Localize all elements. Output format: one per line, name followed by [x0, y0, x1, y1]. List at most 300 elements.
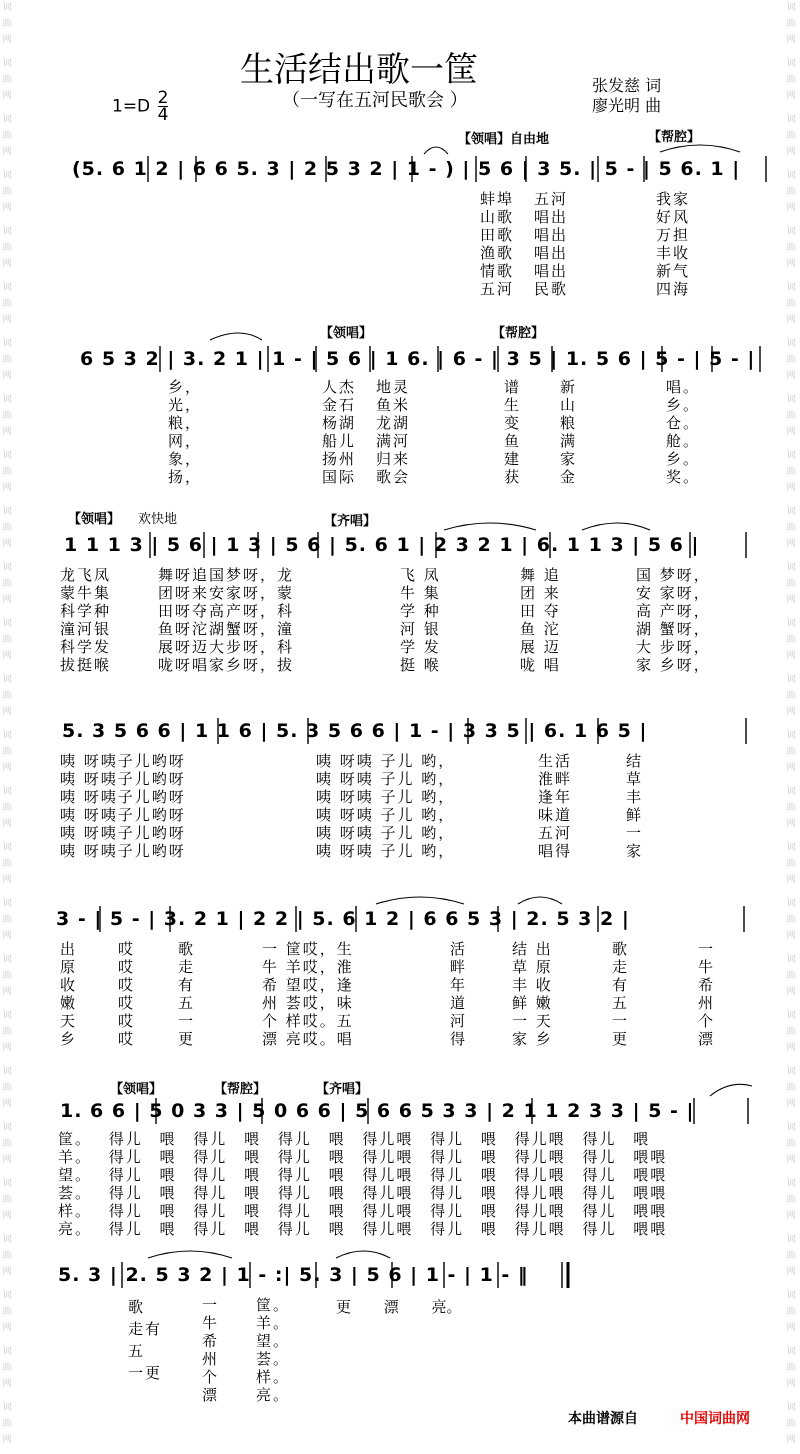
lyric-line: 漂 — [202, 1386, 220, 1404]
lyric-line: 蚌埠 — [480, 190, 515, 208]
watermark-glyph: 曲 — [2, 747, 12, 757]
watermark-glyph: 曲 — [2, 1083, 12, 1093]
lyric-line: 潼河银 — [60, 620, 112, 638]
watermark-glyph: 网 — [2, 1155, 12, 1165]
watermark-glyph: 曲 — [2, 243, 12, 253]
lyric-line: 一 筐哎，生 — [262, 940, 354, 958]
watermark-glyph: 曲 — [786, 803, 796, 813]
watermark-glyph: 曲 — [786, 971, 796, 981]
lyric-line: 舱。 — [666, 432, 701, 450]
lyric-line: 五河 — [480, 280, 515, 298]
notes-line-3: 1 1 1 3 | 5 6 | 1 3 | 5 6 | 5. 6 1 | 2 3 2 1 | 6. 1 1 3 | 5 6 | — [64, 534, 700, 556]
watermark-glyph: 曲 — [786, 1083, 796, 1093]
watermark-glyph: 词 — [2, 395, 12, 405]
watermark-glyph: 词 — [2, 1347, 12, 1357]
lyric-line: 年 — [450, 976, 468, 994]
label-lead-3: 【领唱】 — [68, 512, 121, 527]
lyric-line: 大 步呀， — [636, 638, 711, 656]
lyric-line: 挺 喉 — [400, 656, 441, 674]
lyric-line: 咦 呀咦 子儿 哟， — [316, 788, 456, 806]
lyric-line: 丰收 — [656, 244, 691, 262]
watermark-glyph: 网 — [786, 763, 796, 773]
watermark-glyph: 词 — [2, 619, 12, 629]
lyric-line: 天 — [60, 1012, 78, 1030]
lyrics-s7-d: 更 漂 亮。 — [336, 1298, 462, 1316]
lyric-line: 国 梦呀， — [636, 566, 711, 584]
watermark-glyph: 网 — [2, 1099, 12, 1109]
lyric-line: 龙湖 — [376, 414, 411, 432]
watermark-glyph: 网 — [2, 1379, 12, 1389]
watermark-glyph: 词 — [786, 899, 796, 909]
lyrics-s1-a — [480, 190, 514, 298]
lyric-line: 活 — [450, 940, 468, 958]
watermark-glyph: 网 — [2, 819, 12, 829]
lyrics-s2-a — [168, 378, 202, 486]
lyric-line: 鱼呀沱湖蟹呀，潼 — [158, 620, 295, 638]
lyrics-s3-a — [60, 566, 111, 674]
lyric-line: 安 家呀， — [636, 584, 711, 602]
lyric-line: 歌 — [178, 940, 196, 958]
lyric-line: 丰 — [626, 788, 644, 806]
label-lead-2: 【领唱】 — [320, 326, 373, 341]
watermark-glyph: 词 — [786, 675, 796, 685]
watermark-glyph: 网 — [786, 1323, 796, 1333]
lyric-line: 咦 呀咦子儿哟呀 — [60, 806, 186, 824]
lyric-line: 高 产呀， — [636, 602, 711, 620]
lyric-line: 个 — [698, 1012, 716, 1030]
watermark-glyph: 曲 — [2, 411, 12, 421]
lyric-line: 嫩 — [60, 994, 78, 1012]
watermark-glyph: 词 — [2, 843, 12, 853]
watermark-glyph: 曲 — [2, 75, 12, 85]
lyric-line: 唱得 — [538, 842, 573, 860]
lyric-line: 州 — [698, 994, 716, 1012]
lyric-line: 建 — [504, 450, 522, 468]
lyric-line: 希 望哎，逢 — [262, 976, 354, 994]
tempo-mark: 欢快地 — [138, 512, 178, 527]
label-tutti-6: 【齐唱】 — [316, 1082, 369, 1097]
time-sig-bottom: 4 — [157, 105, 169, 125]
lyric-line: 咦 呀咦 子儿 哟， — [316, 806, 456, 824]
lyric-line: 田 夺 — [520, 602, 561, 620]
watermark-glyph: 曲 — [786, 747, 796, 757]
lyric-line: 唱出 — [534, 244, 569, 262]
watermark-glyph: 曲 — [2, 1195, 12, 1205]
watermark-glyph: 曲 — [786, 1419, 796, 1429]
lyric-line: 有 — [612, 976, 630, 994]
watermark-glyph: 曲 — [2, 579, 12, 589]
lyric-line: 拔挺喉 — [60, 656, 112, 674]
notes-line-2: 6 5 3 2 | 3. 2 1 | 1 - | 5 6 | 1 6. | 6 - | 3 5 | 1. 5 6 | 5 - | 5 - | — [80, 348, 756, 370]
lyrics-s4-c — [538, 752, 572, 860]
lyric-line: 味道 — [538, 806, 573, 824]
lyric-line: 飞 凤 — [400, 566, 441, 584]
lyrics-s3-c — [400, 566, 441, 674]
watermark-glyph: 词 — [786, 731, 796, 741]
lyric-line: 漂 亮哎。唱 — [262, 1030, 354, 1048]
watermark-glyph: 曲 — [2, 1363, 12, 1373]
lyrics-s1-b — [534, 190, 568, 298]
lyric-line: 样。 得儿 喂 得儿 喂 得儿 喂 得儿喂 得儿 喂 得儿喂 得儿 喂喂 — [58, 1202, 668, 1220]
lyric-line: 情歌 — [480, 262, 515, 280]
lyric-line: 结 — [626, 752, 644, 770]
watermark-glyph: 网 — [2, 91, 12, 101]
lyric-line: 筐。 — [256, 1296, 291, 1314]
watermark-glyph: 词 — [786, 1235, 796, 1245]
lyric-line: 科学种 — [60, 602, 112, 620]
lyrics-s5-e — [450, 940, 467, 1048]
lyric-line: 唱出 — [534, 262, 569, 280]
watermark-glyph: 网 — [786, 1211, 796, 1221]
watermark-glyph: 曲 — [786, 1027, 796, 1037]
lyric-line: 个 样哎。五 — [262, 1012, 354, 1030]
watermark-glyph: 词 — [786, 1347, 796, 1357]
watermark-glyph: 词 — [2, 3, 12, 13]
notes-line-5: 3 - | 5 - | 3. 2 1 | 2 2 | 5. 6 1 2 | 6 6 5 3 | 2. 5 3 2 | — [56, 908, 630, 930]
lyric-line: 五 — [612, 994, 630, 1012]
site-link[interactable]: 中国词曲网 — [680, 1411, 750, 1427]
watermark-glyph: 词 — [786, 59, 796, 69]
lyric-line: 个 — [202, 1368, 220, 1386]
lyric-line: 家 乡呀， — [636, 656, 711, 674]
lyric-line: 哎 — [118, 976, 136, 994]
key-label: 1=D — [112, 96, 151, 117]
lyrics-s2-c — [376, 378, 410, 486]
lyric-line: 变 — [504, 414, 522, 432]
watermark-glyph: 网 — [2, 651, 12, 661]
watermark-glyph: 曲 — [2, 1251, 12, 1261]
watermark-glyph: 网 — [786, 819, 796, 829]
lyricist: 张发慈 词 — [592, 76, 662, 95]
watermark-glyph: 词 — [786, 955, 796, 965]
watermark-glyph: 网 — [786, 315, 796, 325]
watermark-glyph: 词 — [786, 3, 796, 13]
watermark-glyph: 词 — [786, 1011, 796, 1021]
lyric-line: 原 — [60, 958, 78, 976]
lyric-line: 州 — [202, 1350, 220, 1368]
lyric-line: 乡， — [168, 378, 203, 396]
watermark-glyph: 词 — [786, 507, 796, 517]
watermark-glyph: 曲 — [786, 859, 796, 869]
watermark-glyph: 曲 — [2, 131, 12, 141]
watermark-glyph: 曲 — [2, 299, 12, 309]
lyric-line: 乡。 — [666, 396, 701, 414]
lyric-line: 扬， — [168, 468, 203, 486]
lyric-line: 唱。 — [666, 378, 701, 396]
lyric-line: 歌会 — [376, 468, 411, 486]
lyric-line: 歌 — [128, 1298, 146, 1316]
watermark-glyph: 网 — [2, 147, 12, 157]
watermark-glyph: 网 — [786, 539, 796, 549]
watermark-glyph: 曲 — [2, 467, 12, 477]
lyric-line: 象， — [168, 450, 203, 468]
lyric-line: 一 — [178, 1012, 196, 1030]
lyric-line: 山 — [560, 396, 578, 414]
lyric-line: 家 — [626, 842, 644, 860]
lyric-line: 金石 — [322, 396, 357, 414]
lyric-line: 丰 收 — [512, 976, 553, 994]
lyric-line: 满 — [560, 432, 578, 450]
lyric-line: 咦 呀咦子儿哟呀 — [60, 770, 186, 788]
watermark-glyph: 网 — [2, 1323, 12, 1333]
watermark-glyph: 词 — [2, 1403, 12, 1413]
watermark-glyph: 曲 — [2, 803, 12, 813]
composer: 廖光明 曲 — [592, 96, 662, 115]
lyric-line: 歌 — [612, 940, 630, 958]
watermark-glyph: 曲 — [786, 467, 796, 477]
lyric-line: 荟。 — [256, 1350, 291, 1368]
lyric-line: 州 荟哎，味 — [262, 994, 354, 1012]
lyric-line: 仓。 — [666, 414, 701, 432]
lyrics-s4-d — [626, 752, 643, 860]
watermark-glyph: 网 — [2, 1211, 12, 1221]
lyric-line: 结 出 — [512, 940, 553, 958]
watermark-glyph: 词 — [2, 283, 12, 293]
lyric-line: 好风 — [656, 208, 691, 226]
lyric-line: 收 — [60, 976, 78, 994]
lyric-line: 咦 呀咦 子儿 哟， — [316, 752, 456, 770]
label-chorus-6: 【帮腔】 — [214, 1082, 267, 1097]
lyric-line: 一 天 — [512, 1012, 553, 1030]
watermark-glyph: 曲 — [2, 635, 12, 645]
watermark-glyph: 词 — [2, 955, 12, 965]
lyric-line: 望。 — [256, 1332, 291, 1350]
watermark-glyph: 曲 — [2, 187, 12, 197]
lyrics-s5-g — [612, 940, 629, 1048]
lyric-line: 亮。 — [256, 1386, 291, 1404]
watermark-glyph: 网 — [786, 147, 796, 157]
watermark-glyph: 词 — [2, 1179, 12, 1189]
lyric-line: 筐。 得儿 喂 得儿 喂 得儿 喂 得儿喂 得儿 喂 得儿喂 得儿 喂 — [58, 1130, 651, 1148]
watermark-glyph: 曲 — [786, 523, 796, 533]
watermark-glyph: 网 — [786, 483, 796, 493]
lyric-line: 扬州 — [322, 450, 357, 468]
watermark-glyph: 曲 — [2, 971, 12, 981]
watermark-glyph: 曲 — [786, 1139, 796, 1149]
notes-line-7: 5. 3 | 2. 5 3 2 | 1 - :| 5. 3 | 5 6 | 1 - | 1 - ‖ — [58, 1264, 529, 1286]
lyrics-s5-h — [698, 940, 715, 1048]
watermark-glyph: 曲 — [2, 1307, 12, 1317]
watermark-glyph: 词 — [2, 59, 12, 69]
lyric-line: 有 — [178, 976, 196, 994]
label-chorus-2: 【帮腔】 — [492, 326, 545, 341]
lyric-line: 一 — [202, 1296, 220, 1314]
watermark-glyph: 曲 — [786, 131, 796, 141]
lyric-line: 万担 — [656, 226, 691, 244]
lyric-line: 学 发 — [400, 638, 441, 656]
watermark-glyph: 网 — [2, 427, 12, 437]
lyric-line: 牛 — [698, 958, 716, 976]
watermark-glyph: 网 — [786, 371, 796, 381]
lyric-line: 光， — [168, 396, 203, 414]
watermark-glyph: 词 — [786, 1291, 796, 1301]
lyric-line: 咦 呀咦子儿哟呀 — [60, 842, 186, 860]
lyric-line: 望。 得儿 喂 得儿 喂 得儿 喂 得儿喂 得儿 喂 得儿喂 得儿 喂喂 — [58, 1166, 668, 1184]
lyric-line: 哎 — [118, 1030, 136, 1048]
watermark-glyph: 曲 — [786, 411, 796, 421]
lyric-line: 一 — [698, 940, 716, 958]
watermark-glyph: 网 — [2, 931, 12, 941]
lyric-line: 新 — [560, 378, 578, 396]
watermark-glyph: 曲 — [2, 355, 12, 365]
lyric-line: 鱼 沱 — [520, 620, 561, 638]
watermark-glyph: 曲 — [786, 187, 796, 197]
watermark-glyph: 网 — [786, 707, 796, 717]
watermark-glyph: 网 — [786, 91, 796, 101]
watermark-glyph: 词 — [2, 1123, 12, 1133]
watermark-glyph: 网 — [786, 1379, 796, 1389]
watermark-glyph: 词 — [2, 899, 12, 909]
label-lead-6: 【领唱】 — [110, 1082, 163, 1097]
watermark-glyph: 网 — [786, 259, 796, 269]
lyric-line: 归来 — [376, 450, 411, 468]
watermark-glyph: 曲 — [2, 1139, 12, 1149]
lyric-line: 粮 — [560, 414, 578, 432]
lyric-line: 咙呀唱家乡呀，拔 — [158, 656, 295, 674]
lyric-line: 走有 — [128, 1320, 163, 1338]
lyric-line: 唱出 — [534, 226, 569, 244]
watermark-glyph: 网 — [2, 1043, 12, 1053]
lyric-line: 更 — [178, 1030, 196, 1048]
lyric-line: 鲜 嫩 — [512, 994, 553, 1012]
lyrics-s5-b — [118, 940, 135, 1048]
watermark-glyph: 网 — [786, 987, 796, 997]
watermark-glyph: 曲 — [786, 635, 796, 645]
watermark-glyph: 网 — [2, 595, 12, 605]
watermark-glyph: 曲 — [786, 1307, 796, 1317]
lyric-line: 羊。 得儿 喂 得儿 喂 得儿 喂 得儿喂 得儿 喂 得儿喂 得儿 喂喂 — [58, 1148, 668, 1166]
watermark-glyph: 词 — [2, 451, 12, 461]
source-note: 本曲谱源自 — [568, 1411, 638, 1427]
lyric-line: 科学发 — [60, 638, 112, 656]
watermark-glyph: 词 — [786, 451, 796, 461]
lyric-line: 田歌 — [480, 226, 515, 244]
lyric-line: 亮。 得儿 喂 得儿 喂 得儿 喂 得儿喂 得儿 喂 得儿喂 得儿 喂喂 — [58, 1220, 668, 1238]
lyric-line: 一 — [612, 1012, 630, 1030]
lyric-line: 羊。 — [256, 1314, 291, 1332]
lyric-line: 五河 — [534, 190, 569, 208]
lyric-line: 牛 — [202, 1314, 220, 1332]
watermark-glyph: 词 — [2, 227, 12, 237]
watermark-glyph: 网 — [2, 987, 12, 997]
lyric-line: 五 — [178, 994, 196, 1012]
lyric-line: 河 — [450, 1012, 468, 1030]
watermark-glyph: 词 — [786, 115, 796, 125]
watermark-glyph: 网 — [2, 763, 12, 773]
lyric-line: 展 迈 — [520, 638, 561, 656]
lyric-line: 金 — [560, 468, 578, 486]
lyric-line: 团 来 — [520, 584, 561, 602]
lyric-line: 生 — [504, 396, 522, 414]
watermark-glyph: 词 — [2, 171, 12, 181]
watermark-glyph: 网 — [786, 651, 796, 661]
watermark-glyph: 网 — [2, 259, 12, 269]
lyric-line: 漂 — [698, 1030, 716, 1048]
lyric-line: 草 — [626, 770, 644, 788]
watermark-glyph: 曲 — [786, 691, 796, 701]
lyric-line: 渔歌 — [480, 244, 515, 262]
lyrics-s5-f — [512, 940, 553, 1048]
watermark-glyph: 网 — [786, 595, 796, 605]
lyrics-s2-f — [666, 378, 700, 486]
watermark-glyph: 网 — [786, 203, 796, 213]
lyric-line: 谱 — [504, 378, 522, 396]
watermark-glyph: 曲 — [786, 243, 796, 253]
lyric-line: 唱出 — [534, 208, 569, 226]
watermark-glyph: 词 — [2, 731, 12, 741]
watermark-glyph: 词 — [786, 843, 796, 853]
lyric-line: 民歌 — [534, 280, 569, 298]
watermark-glyph: 曲 — [2, 915, 12, 925]
watermark-glyph: 曲 — [786, 915, 796, 925]
watermark-glyph: 网 — [786, 1099, 796, 1109]
watermark-glyph: 网 — [2, 371, 12, 381]
watermark-glyph: 曲 — [2, 1419, 12, 1429]
watermark-glyph: 网 — [2, 539, 12, 549]
lyric-line: 咦 呀咦子儿哟呀 — [60, 824, 186, 842]
lyric-line: 哎 — [118, 1012, 136, 1030]
lyric-line: 希 — [698, 976, 716, 994]
watermark-glyph: 网 — [786, 35, 796, 45]
lyric-line: 咦 呀咦子儿哟呀 — [60, 752, 186, 770]
lyrics-s6 — [58, 1130, 667, 1238]
watermark-glyph: 词 — [786, 787, 796, 797]
watermark-glyph: 曲 — [786, 355, 796, 365]
time-sig-top: 2 — [157, 88, 169, 108]
lyric-line: 希 — [202, 1332, 220, 1350]
lyrics-s4-a — [60, 752, 186, 860]
watermark-glyph: 曲 — [2, 859, 12, 869]
lyric-line: 家 乡 — [512, 1030, 553, 1048]
watermark-glyph: 网 — [786, 931, 796, 941]
lyric-line: 逢年 — [538, 788, 573, 806]
lyric-line: 人杰 — [322, 378, 357, 396]
lyric-line: 鱼 — [504, 432, 522, 450]
watermark-glyph: 词 — [2, 339, 12, 349]
notes-line-6: 1. 6 6 | 5 0 3 3 | 5 0 6 6 | 5 6 6 5 3 3 | 2 1 1 2 3 3 | 5 - | — [60, 1100, 695, 1122]
watermark-glyph: 词 — [2, 1291, 12, 1301]
lyric-line: 走 — [612, 958, 630, 976]
watermark-glyph: 曲 — [786, 299, 796, 309]
watermark-glyph: 词 — [786, 563, 796, 573]
lyric-line: 牛 羊哎，淮 — [262, 958, 354, 976]
label-tutti: 【齐唱】 — [324, 514, 377, 529]
lyric-line: 学 种 — [400, 602, 441, 620]
watermark-glyph: 网 — [2, 1435, 12, 1445]
lyric-line: 展呀迈大步呀，科 — [158, 638, 295, 656]
watermark-glyph: 网 — [2, 203, 12, 213]
lyric-line: 哎 — [118, 940, 136, 958]
lyric-line: 乡。 — [666, 450, 701, 468]
watermark-glyph: 网 — [2, 483, 12, 493]
watermark-glyph: 网 — [2, 875, 12, 885]
lyric-line: 船儿 — [322, 432, 357, 450]
lyric-line: 哎 — [118, 994, 136, 1012]
watermark-glyph: 网 — [2, 707, 12, 717]
lyrics-s5-d — [262, 940, 354, 1048]
watermark-glyph: 词 — [786, 227, 796, 237]
lyrics-s2-e — [560, 378, 577, 486]
lyrics-s2-d — [504, 378, 521, 486]
lyric-line: 网， — [168, 432, 203, 450]
lyric-line: 草 原 — [512, 958, 553, 976]
watermark-glyph: 词 — [786, 171, 796, 181]
watermark-glyph: 网 — [2, 1267, 12, 1277]
lyric-line: 生活 — [538, 752, 573, 770]
watermark-glyph: 曲 — [2, 691, 12, 701]
watermark-glyph: 曲 — [786, 19, 796, 29]
lyric-line: 国际 — [322, 468, 357, 486]
